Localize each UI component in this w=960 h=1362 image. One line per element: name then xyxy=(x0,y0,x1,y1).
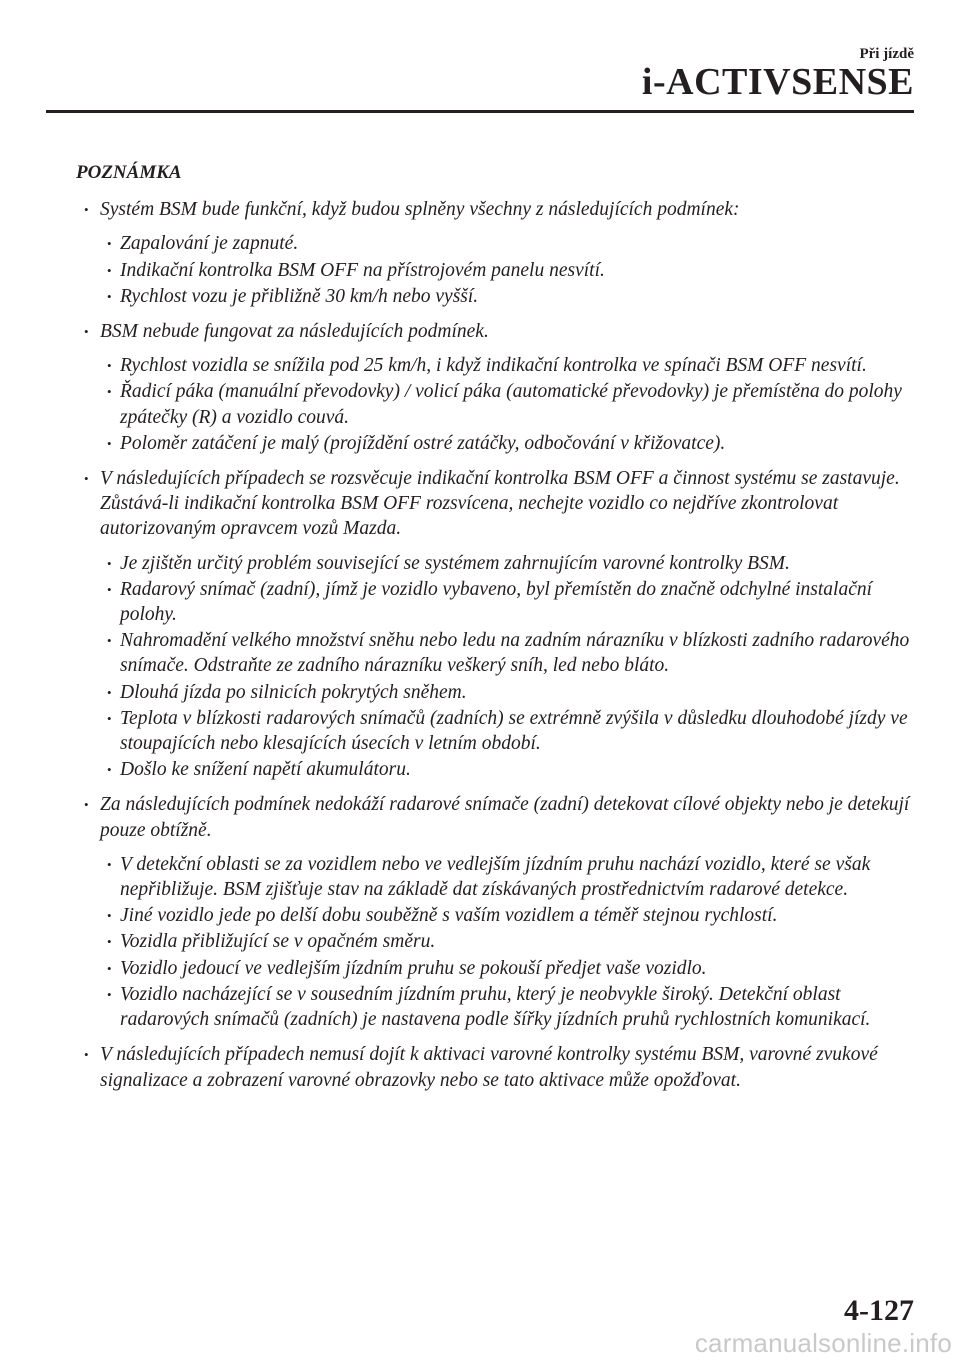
note-subitem: • Teplota v blízkosti radarových snímačů (zadních) se extrémně zvýšila v důsledku dlouhodobé jízdy ve stoupajících nebo klesajících úsecích v letním období. xyxy=(76,706,918,756)
note-subitem: • Zapalování je zapnuté. xyxy=(76,231,918,256)
note-subitem: • V detekční oblasti se za vozidlem nebo ve vedlejším jízdním pruhu nachází vozidlo, které se však nepřibližuje. BSM zjišťuje stav na základě dat získávaných prostřednictvím radarové detekce. xyxy=(76,852,918,902)
note-item xyxy=(76,792,918,1032)
note-subitem: • Radarový snímač (zadní), jímž je vozidlo vybaveno, byl přemístěn do značně odchylné instalační polohy. xyxy=(76,577,918,627)
note-subitem: • Je zjištěn určitý problém související se systémem zahrnujícím varovné kontrolky BSM. xyxy=(76,551,918,576)
note-block xyxy=(76,160,918,1103)
note-subitem: • Nahromadění velkého množství sněhu nebo ledu na zadním nárazníku v blízkosti zadního radarového snímače. Odstraňte ze zadního nárazníku veškerý sníh, led nebo bláto. xyxy=(76,628,918,678)
note-subitem-list xyxy=(76,231,918,309)
note-subitem-list xyxy=(76,551,918,783)
watermark-logo: carmanualsonline.info xyxy=(694,1328,952,1358)
note-subitem: • Došlo ke snížení napětí akumulátoru. xyxy=(76,757,918,782)
note-subitem: • Jiné vozidlo jede po delší dobu souběžně s vaším vozidlem a téměř stejnou rychlostí. xyxy=(76,903,918,928)
note-subitem: • Rychlost vozidla se snížila pod 25 km/h, i když indikační kontrolka ve spínači BSM OFF nesvítí. xyxy=(76,353,918,378)
note-subitem: • Řadicí páka (manuální převodovky) / volicí páka (automatické převodovky) je přemístěna do polohy zpátečky (R) a vozidlo couvá. xyxy=(76,379,918,429)
note-subitem: • Rychlost vozu je přibližně 30 km/h nebo vyšší. xyxy=(76,284,918,309)
note-item xyxy=(76,197,918,309)
note-item-text: • V následujících případech se rozsvěcuje indikační kontrolka BSM OFF a činnost systému se zastavuje. Zůstává-li indikační kontrolka BSM OFF rozsvícena, nechejte vozidlo co nejdříve zkontrolovat autorizovaným opravcem vozů Mazda. xyxy=(76,466,918,542)
note-subitem-list xyxy=(76,353,918,456)
note-item xyxy=(76,466,918,782)
note-item xyxy=(76,319,918,456)
note-subitem-list xyxy=(76,852,918,1032)
note-item xyxy=(76,1042,918,1092)
note-heading: POZNÁMKA xyxy=(76,162,182,183)
note-item-text: • Systém BSM bude funkční, když budou splněny všechny z následujících podmínek: xyxy=(76,197,918,222)
note-subitem: • Vozidlo jedoucí ve vedlejším jízdním pruhu se pokouší předjet vaše vozidlo. xyxy=(76,956,918,981)
page-title: i-ACTIVSENSE xyxy=(641,61,914,103)
section-label: Při jízdě xyxy=(859,46,914,62)
note-subitem: • Dlouhá jízda po silnicích pokrytých sněhem. xyxy=(76,680,918,705)
note-subitem: • Vozidlo nacházející se v sousedním jízdním pruhu, který je neobvykle široký. Detekční oblast radarových snímačů (zadních) je nastavena podle šířky jízdních pruhů rychlostních komunikací. xyxy=(76,982,918,1032)
note-subitem: • Poloměr zatáčení je malý (projíždění ostré zatáčky, odbočování v křižovatce). xyxy=(76,431,918,456)
note-subitem: • Indikační kontrolka BSM OFF na přístrojovém panelu nesvítí. xyxy=(76,258,918,283)
note-item-text: • BSM nebude fungovat za následujících podmínek. xyxy=(76,319,918,344)
note-item-text: • Za následujících podmínek nedokáží radarové snímače (zadní) detekovat cílové objekty nebo je detekují pouze obtížně. xyxy=(76,792,918,842)
note-item-text: • V následujících případech nemusí dojít k aktivaci varovné kontrolky systému BSM, varovné zvukové signalizace a zobrazení varovné obrazovky nebo se tato aktivace může opožďovat. xyxy=(76,1042,918,1092)
page-number: 4-127 xyxy=(844,1294,914,1327)
note-subitem: • Vozidla přibližující se v opačném směru. xyxy=(76,929,918,954)
note-list xyxy=(76,197,918,1093)
header-divider xyxy=(46,110,914,113)
